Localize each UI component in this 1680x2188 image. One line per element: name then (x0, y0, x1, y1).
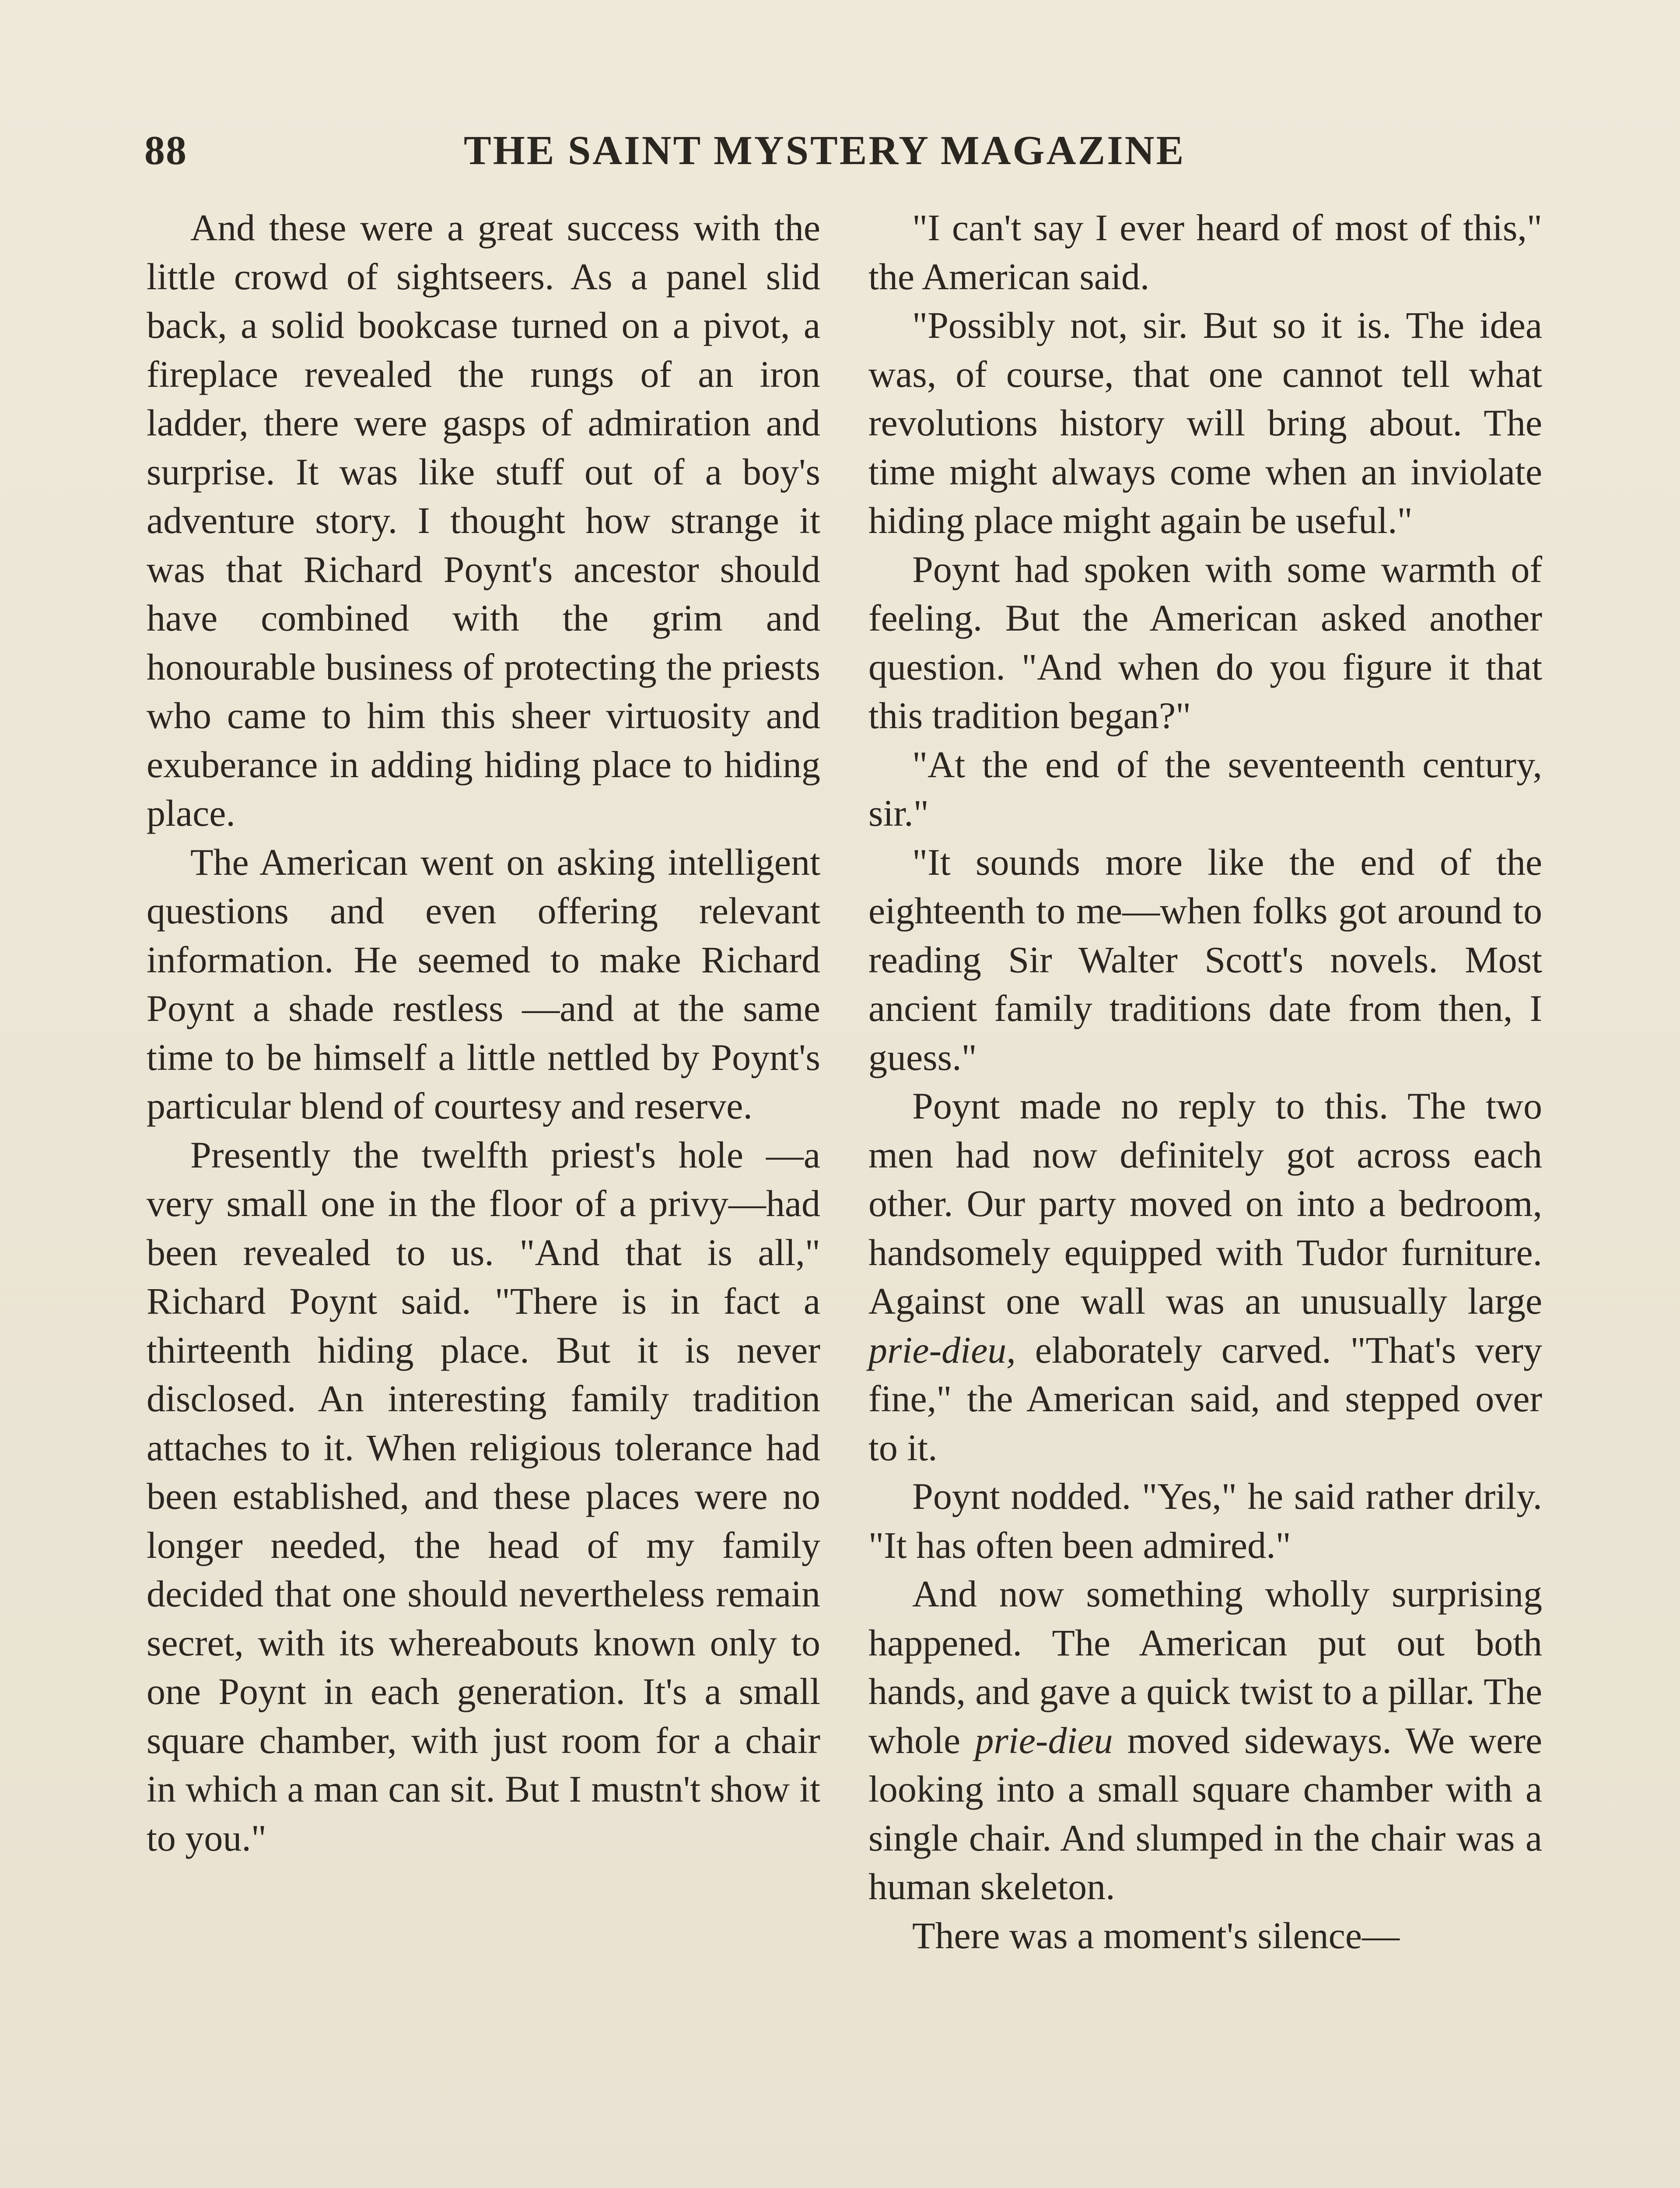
paragraph: "It sounds more like the end of the eighteenth to me—when folks got around to reading Sir Walter Scott's novels. Most ancient family traditions date from then, I guess." (868, 841, 1542, 1078)
page-number: 88 (144, 128, 187, 173)
paragraph (868, 1570, 1542, 1911)
italic-term: prie-dieu (975, 1719, 1113, 1761)
paragraph: "At the end of the seventeenth century, sir." (868, 743, 1542, 834)
left-column (147, 203, 820, 1862)
paragraph: "Possibly not, sir. But so it is. The idea was, of course, that one cannot tell what revolutions history will bring about. The time might always come when an inviolate hiding place might again be useful." (868, 304, 1542, 541)
paragraph (868, 1082, 1542, 1472)
right-column (868, 203, 1542, 1960)
paragraph: The American went on asking intelligent questions and even offering relevant information. He seemed to make Richard Poynt a shade restless —and at the same time to be himself a little nettled by Poynt's particular blend of courtesy and reserve. (147, 841, 820, 1127)
paragraph: There was a moment's silence— (912, 1914, 1400, 1957)
paragraph-text: Poynt made no reply to this. The two men had now definitely got across each other. Our party moved on into a bedroom, handsomely equipped with Tudor furniture. Against one wall was an unusually large (868, 1085, 1542, 1322)
paragraph: "I can't say I ever heard of most of this," the American said. (868, 207, 1542, 298)
paragraph-text: elaborately carved. "That's very fine," the American said, and stepped over to it. (868, 1329, 1542, 1469)
paragraph-text: moved sideways. We were looking into a small square chamber with a single chair. And slumped in the chair was a human skeleton. (868, 1719, 1543, 1907)
paragraph-text: And now something wholly surprising happened. The American put out both hands, and gave a quick twist to a pillar. The whole (868, 1573, 1542, 1761)
paragraph: Presently the twelfth priest's hole —a very small one in the floor of a privy—had been revealed to us. "And that is all," Richard Poynt said. "There is in fact a thirteenth hiding place. But it is never disclosed. An interesting family tradition attaches to it. When religious tolerance had been established, and these places were no longer needed, the head of my family decided that one should nevertheless remain secret, with its whereabouts known only to one Poynt in each generation. It's a small square chamber, with just room for a chair in which a man can sit. But I mustn't show it to you." (147, 1133, 820, 1859)
page-header (144, 127, 1264, 193)
italic-term: prie-dieu, (868, 1329, 1016, 1371)
paragraph: And these were a great success with the little crowd of sightseers. As a panel slid back, a solid bookcase turned on a pivot, a fireplace revealed the rungs of an iron ladder, there were gasps of admiration and surprise. It was like stuff out of a boy's adventure story. I thought how strange it was that Richard Poynt's ancestor should have combined with the grim and honourable business of protecting the priests who came to him this sheer virtuosity and exuberance in adding hiding place to hiding place. (147, 207, 820, 834)
paragraph: Poynt nodded. "Yes," he said rather drily. "It has often been admired." (868, 1475, 1542, 1566)
running-title: THE SAINT MYSTERY MAGAZINE (464, 128, 1186, 173)
paragraph: Poynt had spoken with some warmth of feeling. But the American asked another question. "And when do you figure it that this tradition began?" (868, 548, 1542, 736)
